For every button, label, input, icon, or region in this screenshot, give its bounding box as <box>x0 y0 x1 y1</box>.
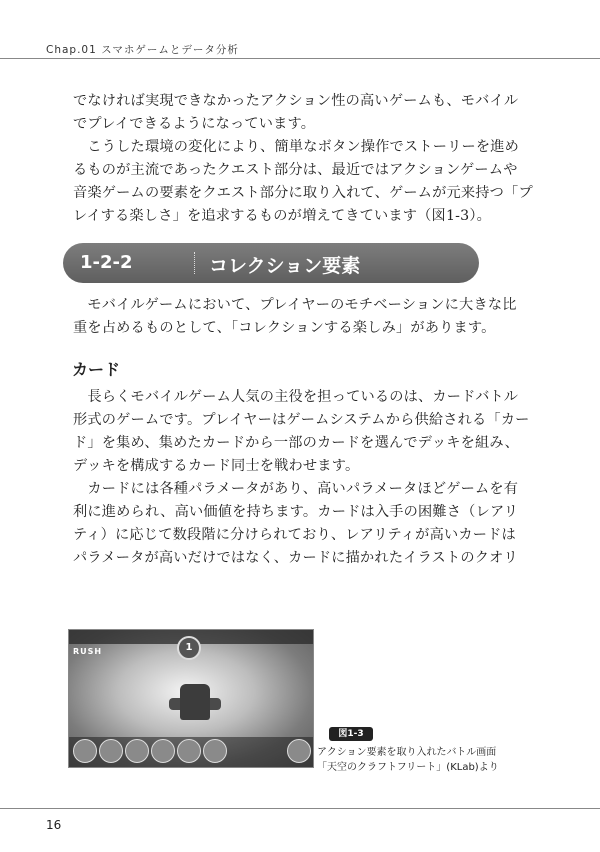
card-paragraph-1 <box>73 386 530 478</box>
text-line: カードには各種パラメータがあり、高いパラメータほどゲームを有 <box>73 481 519 497</box>
section-number: 1-2-2 <box>80 252 133 273</box>
text-line: でなければ実現できなかったアクション性の高いゲームも、モバイル <box>73 93 519 109</box>
text-line: パラメータが高いだけではなく、カードに描かれたイラストのクオリ <box>73 550 518 566</box>
text-line: 利に進められ、高い価値を持ちます。カードは入手の困難さ（レアリ <box>73 504 519 520</box>
text-line: でプレイできるようになっています。 <box>73 116 316 132</box>
section-title: コレクション要素 <box>209 255 361 277</box>
text-line: 形式のゲームです。プレイヤーはゲームシステムから供給される「カー <box>73 412 530 428</box>
unit-icon <box>99 739 123 763</box>
figure-number-badge: 図1-3 <box>329 727 373 741</box>
subheading-card: カード <box>72 360 121 379</box>
unit-icon <box>203 739 227 763</box>
hud-rush-label: RUSH <box>73 647 103 656</box>
game-screenshot-figure <box>68 629 314 768</box>
text-line: ド」を集め、集めたカードから一部のカードを選んでデッキを組み、 <box>73 435 520 451</box>
unit-bar <box>69 737 313 767</box>
unit-icon <box>177 739 201 763</box>
text-line: ティ）に応じて数段階に分けられており、レアリティが高いカードは <box>73 527 516 543</box>
header-rule <box>0 58 600 59</box>
footer-rule <box>0 808 600 809</box>
unit-icon <box>125 739 149 763</box>
airship-shape <box>180 684 210 720</box>
chapter-header: Chap.01 スマホゲームとデータ分析 <box>46 44 239 56</box>
section-heading <box>63 243 479 283</box>
text-line: 長らくモバイルゲーム人気の主役を担っているのは、カードバトル <box>73 389 519 405</box>
text-line: 重を占めるものとして、「コレクションする楽しみ」があります。 <box>73 320 496 336</box>
text-line: 音楽ゲームの要素をクエスト部分に取り入れて、ゲームが元来持つ「プ <box>73 185 533 201</box>
text-line: デッキを構成するカード同士を戦わせます。 <box>73 458 360 474</box>
card-paragraph-2 <box>73 478 519 570</box>
section-divider <box>194 252 195 274</box>
text-line: モバイルゲームにおいて、プレイヤーのモチベーションに大きな比 <box>73 297 517 313</box>
unit-icon <box>287 739 311 763</box>
unit-icon <box>151 739 175 763</box>
caption-line: 「天空のクラフトフリート」(KLab)より <box>317 762 499 773</box>
page-number: 16 <box>46 818 62 832</box>
text-line: るものが主流であったクエスト部分は、最近ではアクションゲームや <box>73 162 518 178</box>
paragraph-2 <box>73 136 533 228</box>
hud-round-indicator: 1 <box>177 636 201 660</box>
paragraph-1 <box>73 90 519 136</box>
figure-caption <box>317 745 499 775</box>
section-intro <box>73 294 517 340</box>
unit-icon <box>73 739 97 763</box>
text-line: レイする楽しさ」を追求するものが増えてきています（図1-3）。 <box>73 208 492 224</box>
caption-line: アクション要素を取り入れたバトル画面 <box>317 747 497 758</box>
text-line: こうした環境の変化により、簡単なボタン操作でストーリーを進め <box>73 139 520 155</box>
